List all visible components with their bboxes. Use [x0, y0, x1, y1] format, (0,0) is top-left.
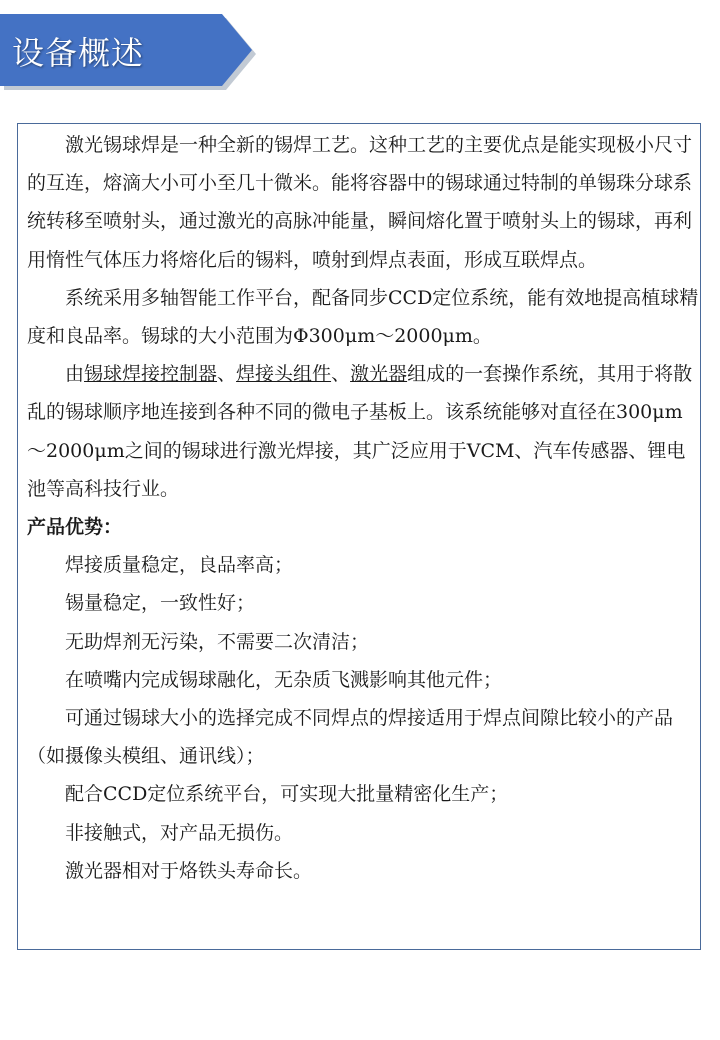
section-banner: [0, 10, 258, 92]
laser-link[interactable]: 激光器: [350, 363, 408, 386]
separator: 、: [331, 363, 351, 386]
weld-head-link[interactable]: 焊接头组件: [236, 363, 332, 386]
advantage-item: 锡量稳定，一致性好；: [65, 592, 256, 615]
section-title: 设备概述: [12, 34, 145, 72]
advantage-item: 激光器相对于烙铁头寿命长。: [65, 859, 313, 882]
advantage-item: 非接触式，对产品无损伤。: [65, 821, 294, 844]
advantage-item: 配合CCD定位系统平台，可实现大批量精密化生产；: [65, 783, 509, 806]
advantage-item: 焊接质量稳定，良品率高；: [65, 554, 294, 577]
system-suffix: 组成的一套操作系统，其用于将散乱的锡球顺序地连接到各种不同的微电子基板上。该系统能够对直径在300μm～2000μm之间的锡球进行激光焊接，其广泛应用于VCM、汽车传感器、锂电池等高科技行业。: [27, 363, 693, 500]
advantage-item: 在喷嘴内完成锡球融化，无杂质飞溅影响其他元件；: [65, 668, 503, 691]
system-paragraph: [27, 355, 701, 508]
controller-link[interactable]: 锡球焊接控制器: [84, 363, 218, 386]
system-prefix: 由: [65, 363, 85, 386]
advantages-heading: 产品优势：: [27, 516, 123, 539]
platform-paragraph: 系统采用多轴智能工作平台，配备同步CCD定位系统，能有效地提高植球精度和良品率。锡球的大小范围为Φ300μm～2000μm。: [27, 286, 699, 348]
advantage-item: 可通过锡球大小的选择完成不同焊点的焊接适用于焊点间隙比较小的产品（如摄像头模组、通讯线）；: [27, 707, 674, 768]
intro-paragraph: 激光锡球焊是一种全新的锡焊工艺。这种工艺的主要优点是能实现极小尺寸的互连，熔滴大小可小至几十微米。能将容器中的锡球通过特制的单锡珠分球系统转移至喷射头，通过激光的高脉冲能量，瞬间熔化置于喷射头上的锡球，再利用惰性气体压力将熔化后的锡料，喷射到焊点表面，形成互联焊点。: [27, 134, 693, 271]
advantage-item: 无助焊剂无污染，不需要二次清洁；: [65, 630, 370, 653]
description-text: [27, 126, 701, 890]
separator: 、: [217, 363, 237, 386]
description-box: [17, 123, 701, 950]
